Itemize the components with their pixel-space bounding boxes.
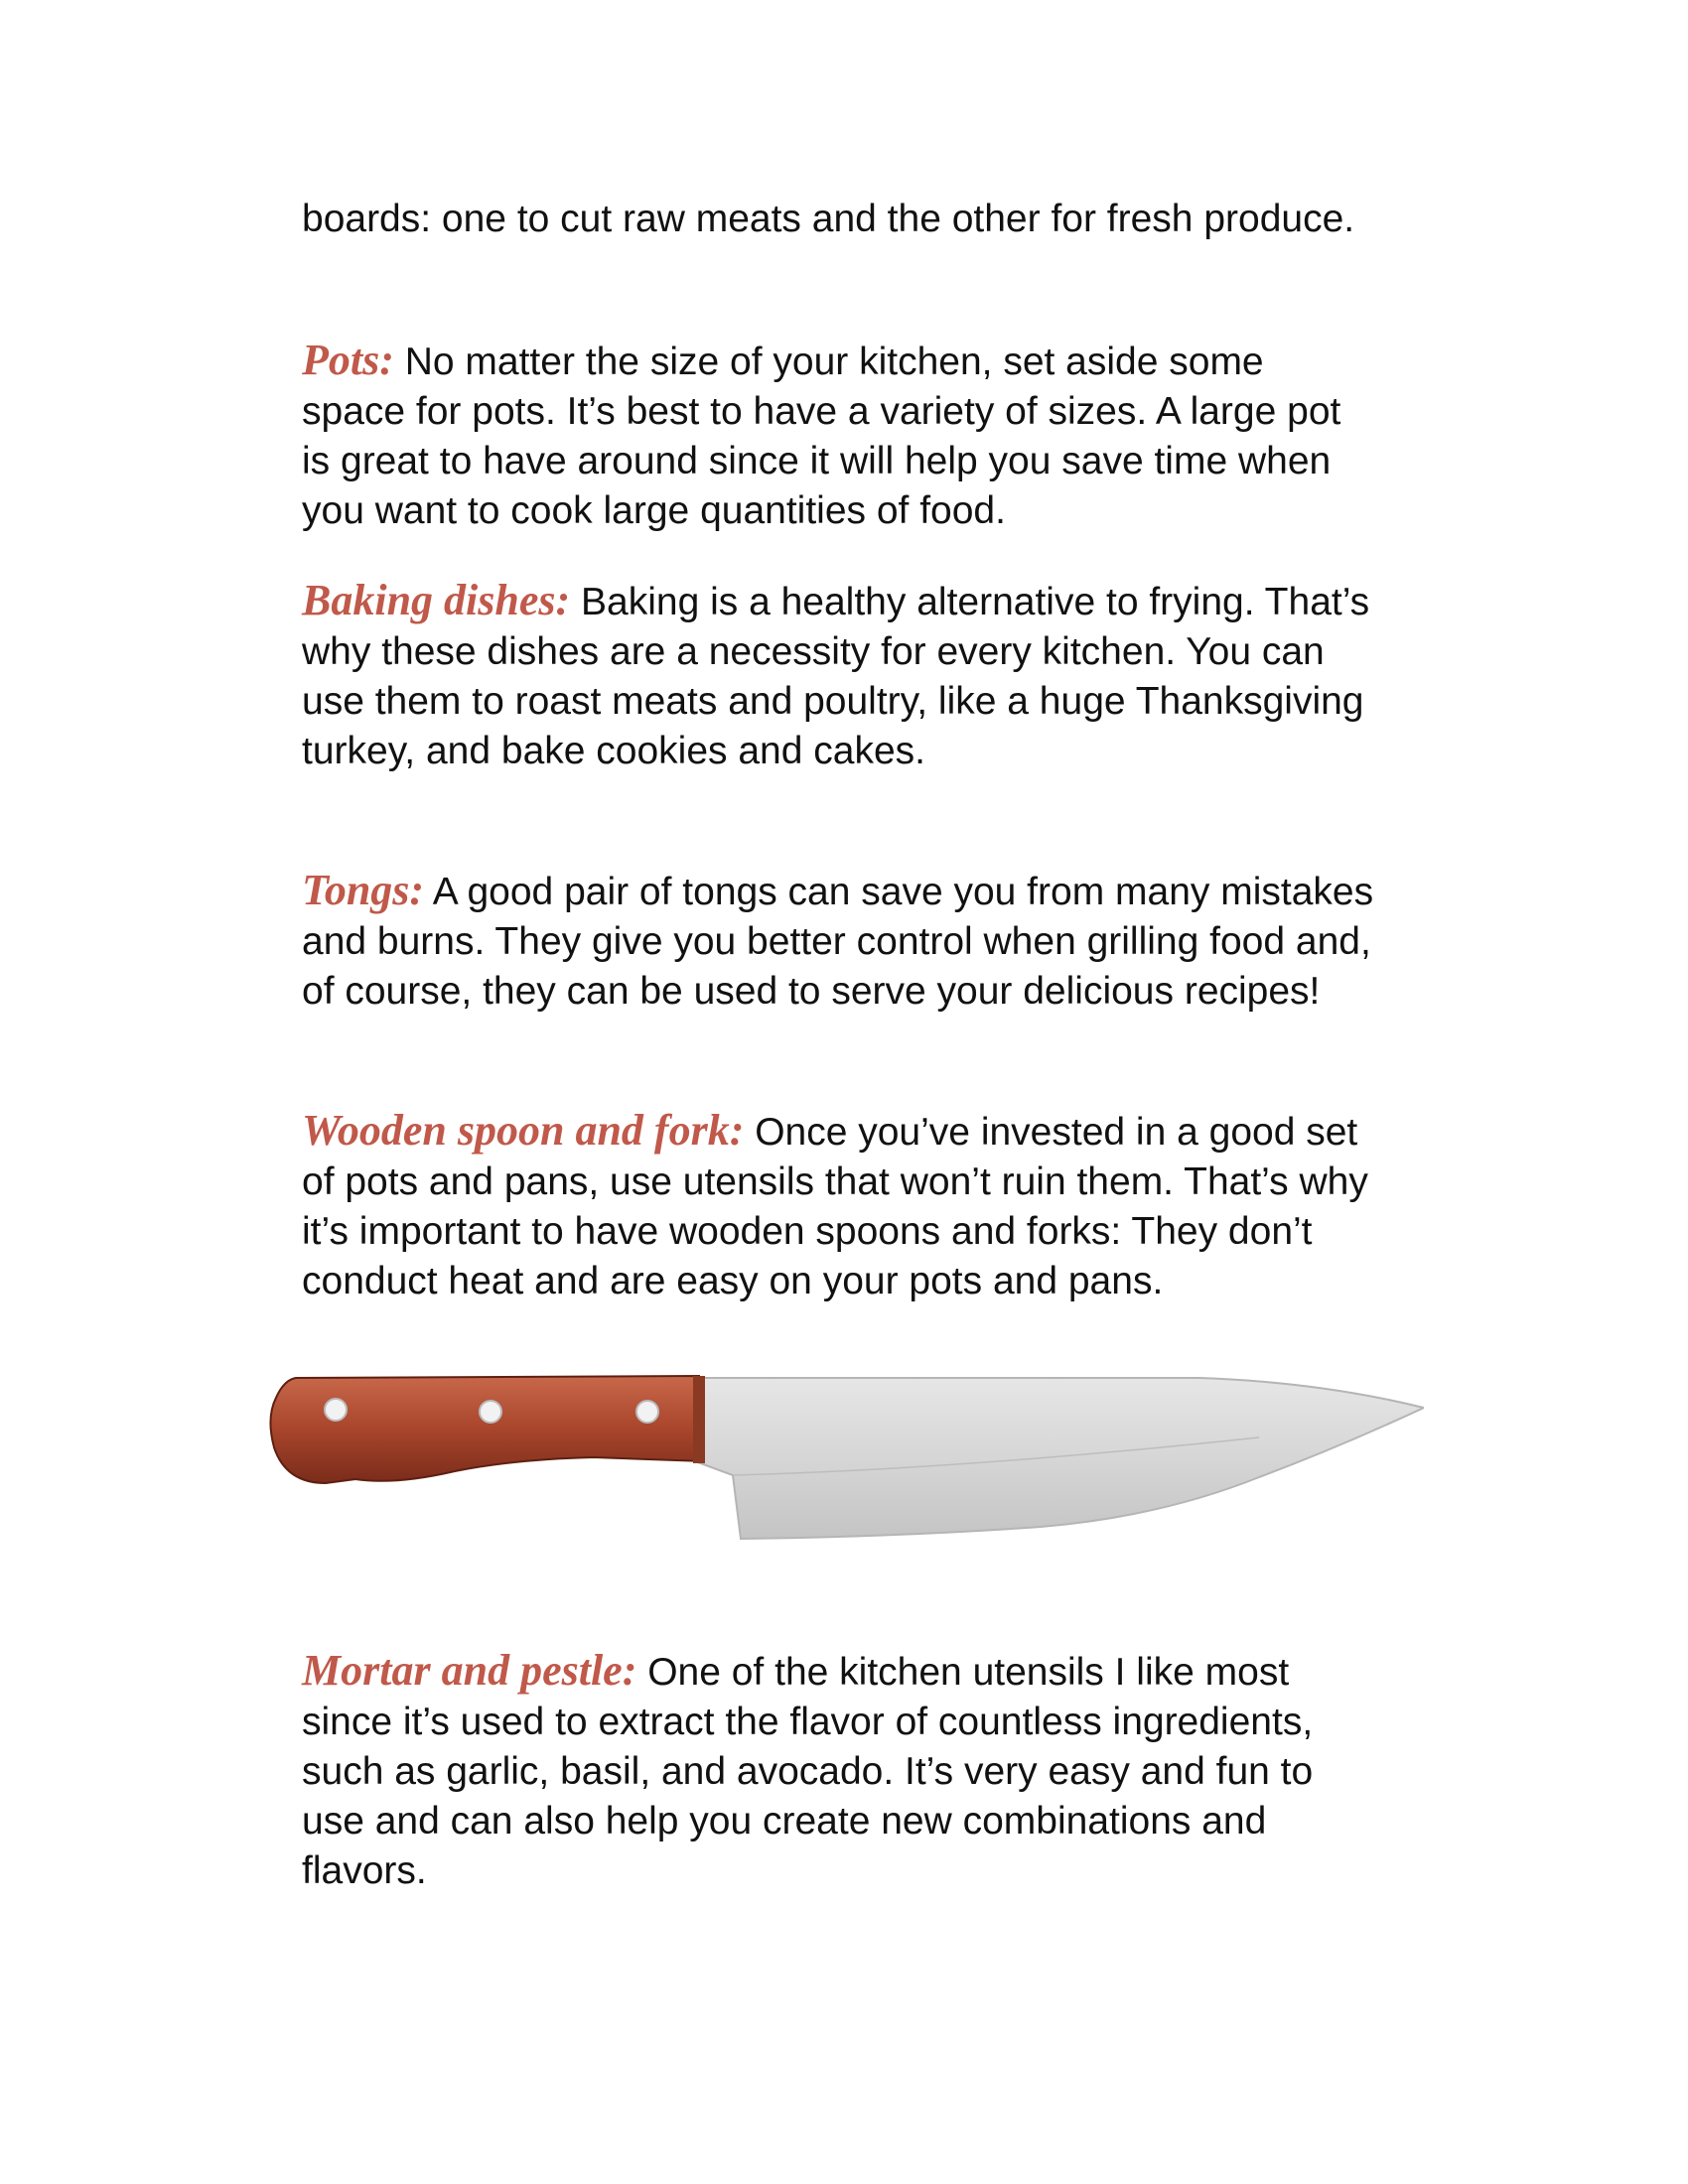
text-pots: No matter the size of your kitchen, set aside some space for pots. It’s best to have a variety of sizes. A large pot is great to have around since it will help you save time when you want to cook large quantities of food. (302, 341, 1341, 532)
intro-paragraph (302, 195, 1374, 244)
knife-blade (695, 1378, 1424, 1539)
paragraph-pots (302, 336, 1374, 536)
chef-knife-image (266, 1368, 1424, 1549)
text-baking-dishes: Baking is a healthy alternative to frying. That’s why these dishes are a necessity for every kitchen. You can use them to roast meats and poultry, like a huge Thanksgiving turkey, and bake cookies and cakes. (302, 581, 1370, 772)
lead-pots: Pots: (302, 336, 394, 384)
knife-handle (270, 1376, 703, 1483)
rivet-1 (325, 1399, 347, 1421)
lead-tongs: Tongs: (302, 866, 425, 914)
intro-text: boards: one to cut raw meats and the other for fresh produce. (302, 198, 1355, 240)
lead-wooden-spoon-fork: Wooden spoon and fork: (302, 1106, 745, 1155)
paragraph-baking-dishes (302, 576, 1374, 776)
rivet-2 (480, 1401, 501, 1423)
lead-baking-dishes: Baking dishes: (302, 576, 571, 624)
paragraph-mortar-pestle (302, 1646, 1374, 1896)
text-tongs: A good pair of tongs can save you from many mistakes and burns. They give you better control when grilling food and, of course, they can be used to serve your delicious recipes! (302, 871, 1374, 1013)
lead-mortar-pestle: Mortar and pestle: (302, 1646, 637, 1695)
paragraph-wooden-spoon-fork (302, 1106, 1374, 1306)
text-wooden-spoon-fork: Once you’ve invested in a good set of pots and pans, use utensils that won’t ruin them. That’s why it’s important to have wooden spoons and forks: They don’t conduct heat and are easy on your pots and pans. (302, 1111, 1368, 1302)
rivet-3 (636, 1401, 658, 1423)
text-mortar-pestle: One of the kitchen utensils I like most since it’s used to extract the flavor of countless ingredients, such as garlic, basil, and avocado. It’s very easy and fun to use and can also help you create new combinations and flavors. (302, 1651, 1314, 1892)
knife-bolster (693, 1376, 705, 1463)
paragraph-tongs (302, 866, 1374, 1017)
